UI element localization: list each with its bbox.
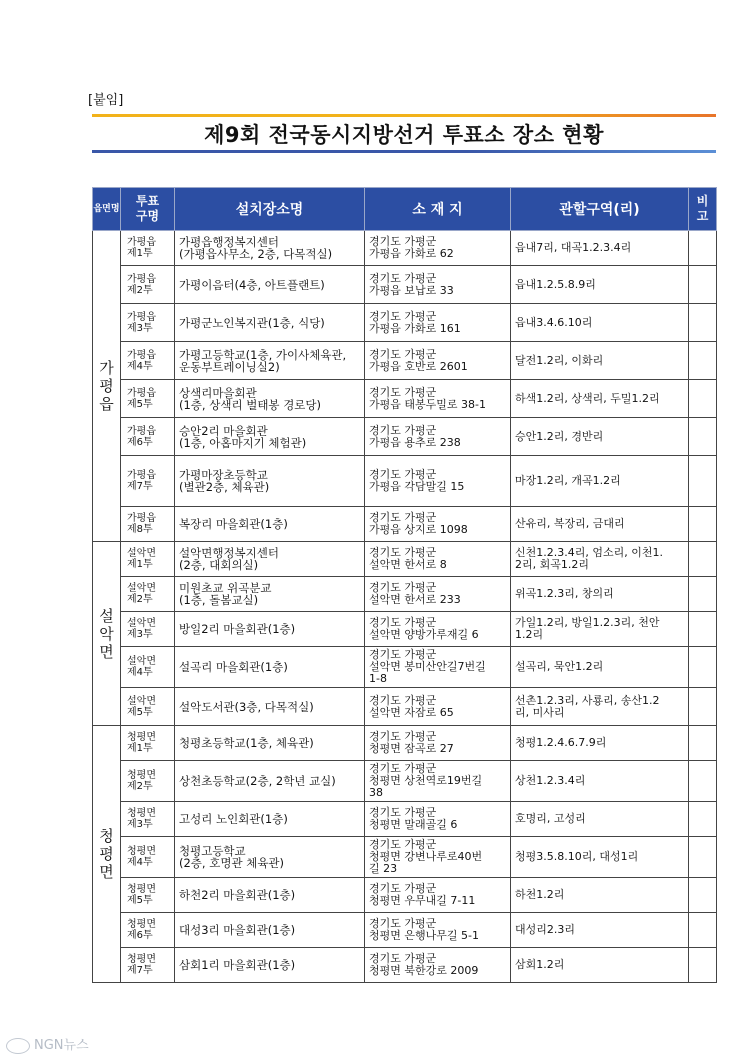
header-district: 투표 구명 bbox=[121, 188, 175, 231]
address-cell: 경기도 가평군 청평면 상천역로19번길 38 bbox=[365, 761, 511, 802]
address-cell: 경기도 가평군 가평읍 각담말길 15 bbox=[365, 456, 511, 507]
address-cell: 경기도 가평군 청평면 북한강로 2009 bbox=[365, 948, 511, 983]
note-cell bbox=[689, 688, 717, 726]
jurisdiction-cell: 위곡1.2.3리, 창의리 bbox=[511, 577, 689, 612]
attachment-label: [붙임] bbox=[88, 93, 124, 108]
table-row bbox=[93, 418, 717, 456]
table-row bbox=[93, 612, 717, 647]
jurisdiction-cell: 가일1.2리, 방일1.2.3리, 천안 1.2리 bbox=[511, 612, 689, 647]
table-row bbox=[93, 577, 717, 612]
header-address: 소 재 지 bbox=[365, 188, 511, 231]
table-row bbox=[93, 688, 717, 726]
table-row bbox=[93, 726, 717, 761]
header-note: 비 고 bbox=[689, 188, 717, 231]
note-cell bbox=[689, 802, 717, 837]
address-cell: 경기도 가평군 청평면 잠곡로 27 bbox=[365, 726, 511, 761]
address-cell: 경기도 가평군 설악면 자잠로 65 bbox=[365, 688, 511, 726]
address-cell: 경기도 가평군 청평면 강변나루로40번 길 23 bbox=[365, 837, 511, 878]
place-name-cell: 미원초교 위곡분교 (1층, 돌봄교실) bbox=[175, 577, 365, 612]
note-cell bbox=[689, 726, 717, 761]
note-cell bbox=[689, 948, 717, 983]
table-row bbox=[93, 380, 717, 418]
jurisdiction-cell: 신천1.2.3.4리, 엄소리, 이천1. 2리, 회곡1.2리 bbox=[511, 542, 689, 577]
district-code-cell: 가평읍 제1투 bbox=[121, 231, 175, 266]
jurisdiction-cell: 선촌1.2.3리, 사룡리, 송산1.2 리, 미사리 bbox=[511, 688, 689, 726]
polling-station-table bbox=[92, 187, 717, 983]
table-row bbox=[93, 837, 717, 878]
address-cell: 경기도 가평군 설악면 양방가루재길 6 bbox=[365, 612, 511, 647]
district-code-cell: 청평면 제7투 bbox=[121, 948, 175, 983]
address-cell: 경기도 가평군 가평읍 가화로 62 bbox=[365, 231, 511, 266]
jurisdiction-cell: 대성리2.3리 bbox=[511, 913, 689, 948]
place-name-cell: 청평초등학교(1층, 체육관) bbox=[175, 726, 365, 761]
district-code-cell: 가평읍 제4투 bbox=[121, 342, 175, 380]
place-name-cell: 가평군노인복지관(1층, 식당) bbox=[175, 304, 365, 342]
table-header-row bbox=[93, 188, 717, 231]
address-cell: 경기도 가평군 가평읍 태봉두밀로 38-1 bbox=[365, 380, 511, 418]
place-name-cell: 상천초등학교(2층, 2학년 교실) bbox=[175, 761, 365, 802]
place-name-cell: 방일2리 마을회관(1층) bbox=[175, 612, 365, 647]
table-row bbox=[93, 913, 717, 948]
jurisdiction-cell: 청평3.5.8.10리, 대성1리 bbox=[511, 837, 689, 878]
place-name-cell: 가평읍행정복지센터 (가평읍사무소, 2층, 다목적실) bbox=[175, 231, 365, 266]
jurisdiction-cell: 청평1.2.4.6.7.9리 bbox=[511, 726, 689, 761]
jurisdiction-cell: 마장1.2리, 개곡1.2리 bbox=[511, 456, 689, 507]
district-code-cell: 청평면 제6투 bbox=[121, 913, 175, 948]
place-name-cell: 상색리마을회관 (1층, 상색리 벌태봉 경로당) bbox=[175, 380, 365, 418]
note-cell bbox=[689, 266, 717, 304]
address-cell: 경기도 가평군 청평면 은행나무길 5-1 bbox=[365, 913, 511, 948]
note-cell bbox=[689, 837, 717, 878]
address-cell: 경기도 가평군 가평읍 가화로 161 bbox=[365, 304, 511, 342]
district-code-cell: 청평면 제5투 bbox=[121, 878, 175, 913]
jurisdiction-cell: 읍내3.4.6.10리 bbox=[511, 304, 689, 342]
header-town: 읍면명 bbox=[93, 188, 121, 231]
district-code-cell: 설악면 제5투 bbox=[121, 688, 175, 726]
address-cell: 경기도 가평군 청평면 우무내길 7-11 bbox=[365, 878, 511, 913]
table-row bbox=[93, 948, 717, 983]
town-name-cell: 청 평 면 bbox=[93, 726, 121, 983]
header-area: 관할구역(리) bbox=[511, 188, 689, 231]
town-name-cell: 가 평 읍 bbox=[93, 231, 121, 542]
table-row bbox=[93, 342, 717, 380]
table-body bbox=[93, 231, 717, 983]
table-row bbox=[93, 542, 717, 577]
address-cell: 경기도 가평군 가평읍 용추로 238 bbox=[365, 418, 511, 456]
place-name-cell: 가평이음터(4층, 아트플랜트) bbox=[175, 266, 365, 304]
place-name-cell: 복장리 마을회관(1층) bbox=[175, 507, 365, 542]
note-cell bbox=[689, 612, 717, 647]
table-row bbox=[93, 456, 717, 507]
district-code-cell: 가평읍 제5투 bbox=[121, 380, 175, 418]
jurisdiction-cell: 설곡리, 묵안1.2리 bbox=[511, 647, 689, 688]
place-name-cell: 가평고등학교(1층, 가이사체육관, 운동부트레이닝실2) bbox=[175, 342, 365, 380]
district-code-cell: 설악면 제3투 bbox=[121, 612, 175, 647]
jurisdiction-cell: 하색1.2리, 상색리, 두밀1.2리 bbox=[511, 380, 689, 418]
place-name-cell: 설악면행정복지센터 (2층, 대회의실) bbox=[175, 542, 365, 577]
jurisdiction-cell: 하천1.2리 bbox=[511, 878, 689, 913]
jurisdiction-cell: 삼회1.2리 bbox=[511, 948, 689, 983]
jurisdiction-cell: 산유리, 복장리, 금대리 bbox=[511, 507, 689, 542]
district-code-cell: 청평면 제2투 bbox=[121, 761, 175, 802]
table-row bbox=[93, 878, 717, 913]
note-cell bbox=[689, 542, 717, 577]
district-code-cell: 가평읍 제6투 bbox=[121, 418, 175, 456]
table-row bbox=[93, 647, 717, 688]
place-name-cell: 청평고등학교 (2층, 호명관 체육관) bbox=[175, 837, 365, 878]
place-name-cell: 삼회1리 마을회관(1층) bbox=[175, 948, 365, 983]
jurisdiction-cell: 승안1.2리, 경반리 bbox=[511, 418, 689, 456]
address-cell: 경기도 가평군 가평읍 보납로 33 bbox=[365, 266, 511, 304]
address-cell: 경기도 가평군 가평읍 상지로 1098 bbox=[365, 507, 511, 542]
news-logo-icon bbox=[6, 1038, 30, 1054]
table-row bbox=[93, 304, 717, 342]
note-cell bbox=[689, 647, 717, 688]
place-name-cell: 대성3리 마을회관(1층) bbox=[175, 913, 365, 948]
title-bottom-bar bbox=[92, 150, 716, 153]
district-code-cell: 가평읍 제8투 bbox=[121, 507, 175, 542]
district-code-cell: 설악면 제2투 bbox=[121, 577, 175, 612]
address-cell: 경기도 가평군 설악면 한서로 233 bbox=[365, 577, 511, 612]
header-place: 설치장소명 bbox=[175, 188, 365, 231]
note-cell bbox=[689, 507, 717, 542]
table-row bbox=[93, 266, 717, 304]
address-cell: 경기도 가평군 가평읍 호반로 2601 bbox=[365, 342, 511, 380]
jurisdiction-cell: 상천1.2.3.4리 bbox=[511, 761, 689, 802]
note-cell bbox=[689, 304, 717, 342]
table-row bbox=[93, 231, 717, 266]
town-name-cell: 설 악 면 bbox=[93, 542, 121, 726]
place-name-cell: 고성리 노인회관(1층) bbox=[175, 802, 365, 837]
note-cell bbox=[689, 878, 717, 913]
address-cell: 경기도 가평군 설악면 봉미산안길7번길 1-8 bbox=[365, 647, 511, 688]
note-cell bbox=[689, 342, 717, 380]
district-code-cell: 가평읍 제3투 bbox=[121, 304, 175, 342]
note-cell bbox=[689, 577, 717, 612]
district-code-cell: 설악면 제4투 bbox=[121, 647, 175, 688]
district-code-cell: 가평읍 제7투 bbox=[121, 456, 175, 507]
title-top-bar bbox=[92, 114, 716, 117]
address-cell: 경기도 가평군 청평면 말래골길 6 bbox=[365, 802, 511, 837]
table-row bbox=[93, 802, 717, 837]
place-name-cell: 설악도서관(3층, 다목적실) bbox=[175, 688, 365, 726]
jurisdiction-cell: 읍내7리, 대곡1.2.3.4리 bbox=[511, 231, 689, 266]
note-cell bbox=[689, 231, 717, 266]
watermark bbox=[6, 1034, 89, 1054]
title-banner bbox=[92, 112, 716, 156]
district-code-cell: 청평면 제4투 bbox=[121, 837, 175, 878]
jurisdiction-cell: 읍내1.2.5.8.9리 bbox=[511, 266, 689, 304]
place-name-cell: 하천2리 마을회관(1층) bbox=[175, 878, 365, 913]
note-cell bbox=[689, 418, 717, 456]
note-cell bbox=[689, 456, 717, 507]
place-name-cell: 승안2리 마을회관 (1층, 아홉마지기 체험관) bbox=[175, 418, 365, 456]
district-code-cell: 청평면 제3투 bbox=[121, 802, 175, 837]
watermark-text: NGN뉴스 bbox=[34, 1038, 89, 1053]
page-title: 제9회 전국동시지방선거 투표소 장소 현황 bbox=[204, 123, 604, 147]
district-code-cell: 가평읍 제2투 bbox=[121, 266, 175, 304]
place-name-cell: 가평마장초등학교 (별관2층, 체육관) bbox=[175, 456, 365, 507]
district-code-cell: 청평면 제1투 bbox=[121, 726, 175, 761]
jurisdiction-cell: 달전1.2리, 이화리 bbox=[511, 342, 689, 380]
table-row bbox=[93, 761, 717, 802]
district-code-cell: 설악면 제1투 bbox=[121, 542, 175, 577]
table-row bbox=[93, 507, 717, 542]
place-name-cell: 설곡리 마을회관(1층) bbox=[175, 647, 365, 688]
note-cell bbox=[689, 380, 717, 418]
address-cell: 경기도 가평군 설악면 한서로 8 bbox=[365, 542, 511, 577]
note-cell bbox=[689, 913, 717, 948]
note-cell bbox=[689, 761, 717, 802]
jurisdiction-cell: 호명리, 고성리 bbox=[511, 802, 689, 837]
